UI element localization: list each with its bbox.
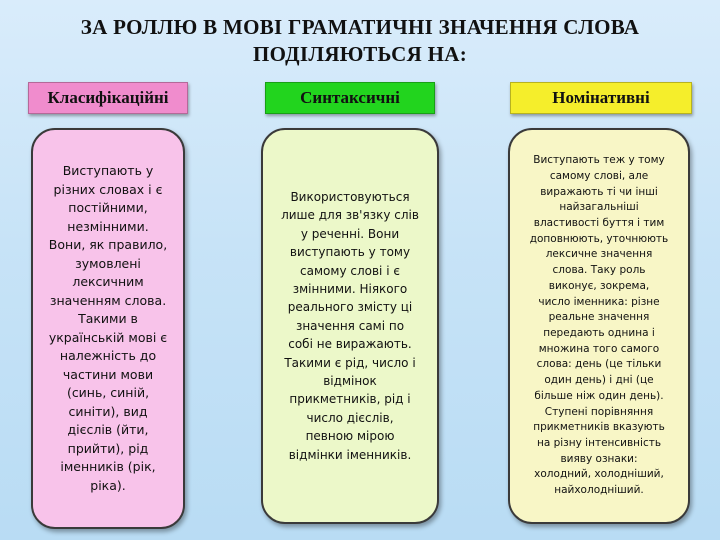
card-text-line: іменників (рік, [60,459,156,474]
title-line-1: ЗА РОЛЛЮ В МОВІ ГРАМАТИЧНІ ЗНАЧЕННЯ СЛОВА [80,15,640,39]
card-text-line: Виступають у [62,163,154,178]
card-text-line: реальне значення [548,311,650,324]
card-text-line: Вони, як правило, [48,237,168,252]
card-text-line: холодний, холодніший, [534,468,664,481]
card-text-line: виражають ті чи інші [540,185,658,198]
card-text-line: множина того самого [538,342,660,355]
card-text-line: один день) і дні (це [544,374,654,387]
card-text-line: певною мірою [305,429,395,444]
card-text-line: собі не виражають. [288,337,412,352]
card-text-line: виконує, зокрема, [548,279,650,292]
card-text-line: незмінними. [67,218,149,234]
card-nominative [508,128,690,524]
card-text-line: Такими в [78,311,138,326]
card-text-line: значенням слова. [49,292,167,308]
card-text-line: реального змісту ці [287,300,413,315]
card-text-line: найхолодніший. [554,484,644,497]
card-text-line: слова. Таку роль [552,264,646,277]
card-classification-text [41,162,175,495]
card-text-line: постійними, [68,200,148,215]
card-nominative-text [514,153,684,498]
card-text-line: змінними. Ніякого [292,281,408,296]
card-text-line: українській мові є [48,329,168,345]
card-text-line: зумовлені [75,255,141,271]
card-syntactic-text [273,188,427,464]
card-text-line: лексичним [72,274,144,289]
card-text-line: значення самі по [295,318,405,333]
card-text-line: відмінки іменників. [288,447,412,462]
card-text-line: число дієслів, [306,410,394,425]
card-text-line: самому слові і є [300,263,400,278]
card-text-line: прикметників вказують [533,421,665,434]
card-text-line: прийти), рід [67,440,149,456]
card-text-line: прикметників, рід і [289,392,411,407]
card-text-line: виступають у тому [289,245,411,260]
card-classification [31,128,185,529]
card-text-line: (синь, синій, [66,385,150,400]
card-text-line: належність до [59,348,157,363]
card-text-line: Виступають теж у тому [533,154,665,167]
card-text-line: лексичне значення [545,248,653,261]
card-text-line: різних словах і є [53,181,163,197]
card-text-line: відмінок [323,374,377,389]
header-nominative: Номінативні [510,82,692,114]
card-text-line: у реченні. Вони [300,226,400,241]
card-text-line: найзагальніші [559,201,639,214]
card-text-line: дієслів (йти, [67,422,149,437]
card-text-line: передають однина і [543,327,655,339]
header-syntactic: Синтаксичні [265,82,435,114]
header-classification: Класифікаційні [28,82,188,114]
card-text-line: Ступені порівняння [544,405,654,418]
card-text-line: ріка). [90,477,126,493]
card-text-line: вияву ознаки: [560,452,638,465]
card-text-line: більше ніж один день). [534,389,664,402]
card-text-line: властивості буття і тим [533,217,665,230]
card-text-line: Такими є рід, число і [284,355,416,370]
page-title [0,14,720,68]
card-text-line: число іменника: різне [538,295,660,308]
card-text-line: частини мови [62,366,154,382]
card-syntactic [261,128,439,524]
title-line-2: ПОДІЛЯЮТЬСЯ НА: [252,42,468,66]
card-text-line: самому слові, але [549,169,649,182]
card-text-line: лише для зв'язку слів [281,208,419,223]
card-text-line: Використовуються [290,189,410,204]
card-text-line: слова: день (це тільки [536,358,662,371]
card-text-line: доповнюють, уточнюють [529,232,669,245]
card-text-line: на різну інтенсивність [536,436,662,449]
card-text-line: синіти), вид [68,403,148,419]
